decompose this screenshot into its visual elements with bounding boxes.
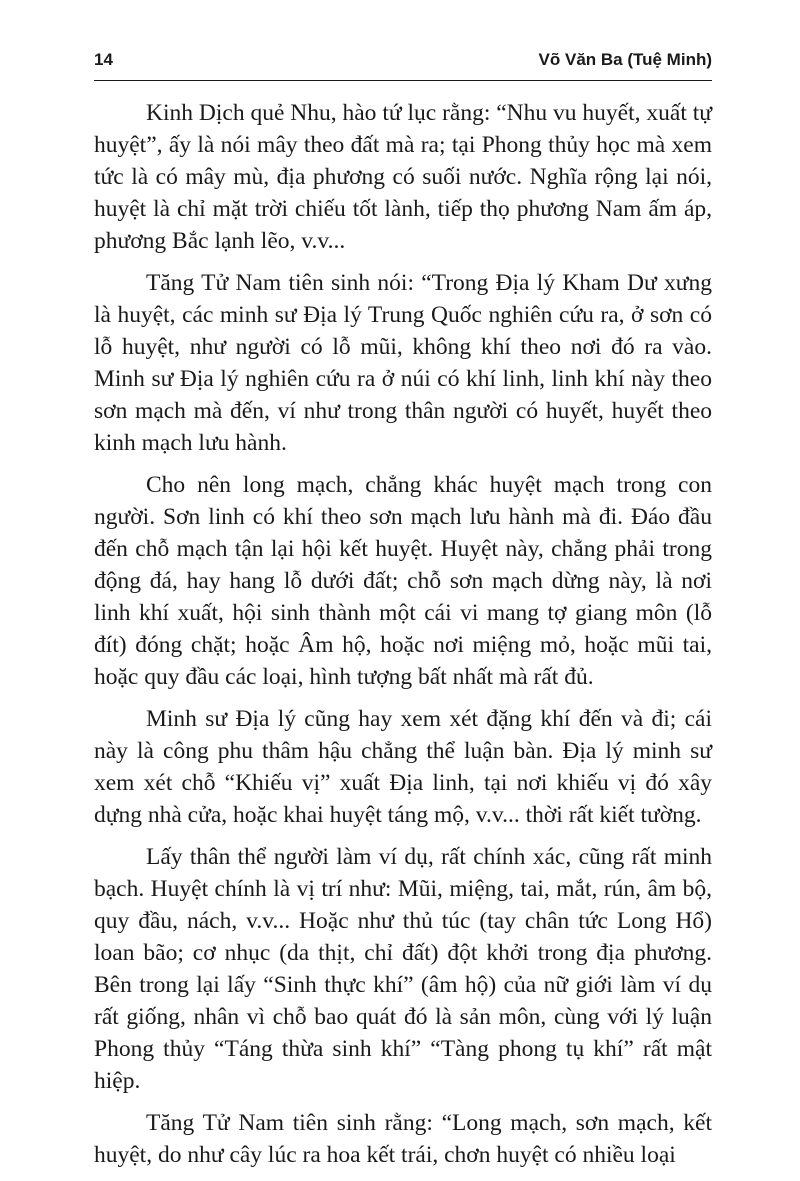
running-title: Võ Văn Ba (Tuệ Minh) (538, 50, 712, 69)
paragraph: Tăng Tử Nam tiên sinh rằng: “Long mạch, sơn mạch, kết huyệt, do như cây lúc ra hoa kết trái, chơn huyệt có nhiều loại (94, 1110, 712, 1168)
paragraph: Kinh Dịch quẻ Nhu, hào tứ lục rằng: “Nhu vu huyết, xuất tự huyệt”, ấy là nói mây theo đất mà ra; tại Phong thủy học mà xem tức là có mây mù, địa phương có suối nước. Nghĩa rộng lại nói, huyệt là chỉ mặt trời chiếu tốt lành, tiếp thọ phương Nam ấm áp, phương Bắc lạnh lẽo, v.v... (94, 100, 712, 254)
page-header (94, 46, 712, 81)
paragraph: Cho nên long mạch, chẳng khác huyệt mạch trong con người. Sơn linh có khí theo sơn mạch lưu hành mà đi. Đáo đầu đến chỗ mạch tận lại hội kết huyệt. Huyệt này, chẳng phải trong động đá, hay hang lỗ dưới đất; chỗ sơn mạch dừng này, là nơi linh khí xuất, hội sinh thành một cái vi mang tợ giang môn (lỗ đít) đóng chặt; hoặc Âm hộ, hoặc nơi miệng mỏ, hoặc mũi tai, hoặc quy đầu các loại, hình tượng bất nhất mà rất đủ. (94, 472, 712, 690)
paragraph: Minh sư Địa lý cũng hay xem xét đặng khí đến và đi; cái này là công phu thâm hậu chẳng thể luận bàn. Địa lý minh sư xem xét chỗ “Khiếu vị” xuất Địa linh, tại nơi khiếu vị đó xây dựng nhà cửa, hoặc khai huyệt táng mộ, v.v... thời rất kiết tường. (94, 706, 712, 828)
page-number: 14 (94, 50, 113, 69)
paragraph: Lấy thân thể người làm ví dụ, rất chính xác, cũng rất minh bạch. Huyệt chính là vị trí như: Mũi, miệng, tai, mắt, rún, âm bộ, quy đầu, nách, v.v... Hoặc như thủ túc (tay chân tức Long Hổ) loan bão; cơ nhục (da thịt, chỉ đất) đột khởi trong địa phương. Bên trong lại lấy “Sinh thực khí” (âm hộ) của nữ giới làm ví dụ rất giống, nhân vì chỗ bao quát đó là sản môn, cùng với lý luận Phong thủy “Táng thừa sinh khí” “Tàng phong tụ khí” rất mật hiệp. (94, 844, 712, 1094)
body-text (94, 97, 712, 1181)
paragraph: Tăng Tử Nam tiên sinh nói: “Trong Địa lý Kham Dư xưng là huyệt, các minh sư Địa lý Trung Quốc nghiên cứu ra, ở sơn có lỗ huyệt, như người có lỗ mũi, không khí theo nơi đó ra vào. Minh sư Địa lý nghiên cứu ra ở núi có khí linh, linh khí này theo sơn mạch mà đến, ví như trong thân người có huyết, huyết theo kinh mạch lưu hành. (94, 270, 712, 456)
